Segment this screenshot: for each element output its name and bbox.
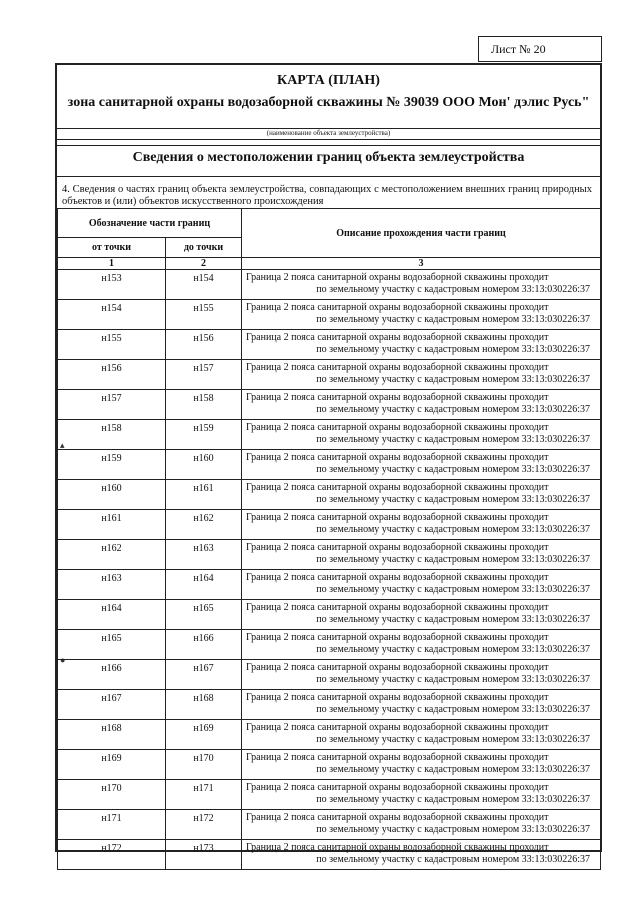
description-cell bbox=[242, 270, 601, 300]
table-row bbox=[58, 840, 601, 870]
description-line: Граница 2 пояса санитарной охраны водозаборной скважины проходит bbox=[246, 332, 549, 343]
description-line: Граница 2 пояса санитарной охраны водозаборной скважины проходит bbox=[246, 722, 549, 733]
description-line: Граница 2 пояса санитарной охраны водозаборной скважины проходит bbox=[246, 692, 549, 703]
sheet-number-box bbox=[478, 36, 602, 62]
to-point-cell: н167 bbox=[166, 660, 242, 690]
from-point-cell: н164 bbox=[58, 600, 166, 630]
margin-mark-icon: ▴ bbox=[60, 440, 65, 450]
description-cell bbox=[242, 390, 601, 420]
to-point-cell: н163 bbox=[166, 540, 242, 570]
to-point-cell: н164 bbox=[166, 570, 242, 600]
description-line: по земельному участку с кадастровым номером 33:13:030226:37 bbox=[316, 494, 590, 505]
map-subtitle: зона санитарной охраны водозаборной скважины № 39039 ООО Мон' дэлис Русь" bbox=[67, 95, 590, 110]
table-row bbox=[58, 270, 601, 300]
from-point-cell: н172 bbox=[58, 840, 166, 870]
description-cell bbox=[242, 720, 601, 750]
description-line: Граница 2 пояса санитарной охраны водозаборной скважины проходит bbox=[246, 542, 549, 553]
description-line: по земельному участку с кадастровым номером 33:13:030226:37 bbox=[316, 404, 590, 415]
description-line: по земельному участку с кадастровым номером 33:13:030226:37 bbox=[316, 734, 590, 745]
description-line: Граница 2 пояса санитарной охраны водозаборной скважины проходит bbox=[246, 362, 549, 373]
description-line: по земельному участку с кадастровым номером 33:13:030226:37 bbox=[316, 854, 590, 865]
to-point-cell: н161 bbox=[166, 480, 242, 510]
description-cell bbox=[242, 570, 601, 600]
from-point-cell: н169 bbox=[58, 750, 166, 780]
table-row bbox=[58, 720, 601, 750]
description-line: по земельному участку с кадастровым номером 33:13:030226:37 bbox=[316, 374, 590, 385]
table-row bbox=[58, 780, 601, 810]
description-cell bbox=[242, 810, 601, 840]
table-row bbox=[58, 510, 601, 540]
description-line: Граница 2 пояса санитарной охраны водозаборной скважины проходит bbox=[246, 752, 549, 763]
to-point-cell: н159 bbox=[166, 420, 242, 450]
part-designation-header: Обозначение части границ bbox=[58, 209, 242, 238]
description-line: Граница 2 пояса санитарной охраны водозаборной скважины проходит bbox=[246, 302, 549, 313]
description-line: Граница 2 пояса санитарной охраны водозаборной скважины проходит bbox=[246, 602, 549, 613]
table-row bbox=[58, 390, 601, 420]
to-point-cell: н158 bbox=[166, 390, 242, 420]
to-point-cell: н154 bbox=[166, 270, 242, 300]
description-line: Граница 2 пояса санитарной охраны водозаборной скважины проходит bbox=[246, 662, 549, 673]
description-header: Описание прохождения части границ bbox=[242, 209, 601, 258]
description-line: по земельному участку с кадастровым номером 33:13:030226:37 bbox=[316, 524, 590, 535]
document-header bbox=[57, 65, 600, 144]
divider bbox=[57, 176, 600, 177]
description-cell bbox=[242, 780, 601, 810]
table-row bbox=[58, 300, 601, 330]
boundary-parts-table bbox=[57, 208, 601, 870]
table-row bbox=[58, 330, 601, 360]
from-point-cell: н162 bbox=[58, 540, 166, 570]
table-row bbox=[58, 480, 601, 510]
description-cell bbox=[242, 840, 601, 870]
to-point-cell: н165 bbox=[166, 600, 242, 630]
description-line: Граница 2 пояса санитарной охраны водозаборной скважины проходит bbox=[246, 392, 549, 403]
description-cell bbox=[242, 330, 601, 360]
description-cell bbox=[242, 510, 601, 540]
map-title: КАРТА (ПЛАН) bbox=[277, 73, 380, 88]
description-line: по земельному участку с кадастровым номером 33:13:030226:37 bbox=[316, 554, 590, 565]
column-number: 3 bbox=[242, 258, 601, 270]
from-point-cell: н170 bbox=[58, 780, 166, 810]
description-line: по земельному участку с кадастровым номером 33:13:030226:37 bbox=[316, 764, 590, 775]
table-row bbox=[58, 690, 601, 720]
description-line: по земельному участку с кадастровым номером 33:13:030226:37 bbox=[316, 434, 590, 445]
from-point-cell: н153 bbox=[58, 270, 166, 300]
to-point-cell: н156 bbox=[166, 330, 242, 360]
description-line: по земельному участку с кадастровым номером 33:13:030226:37 bbox=[316, 344, 590, 355]
to-point-cell: н171 bbox=[166, 780, 242, 810]
table-row bbox=[58, 420, 601, 450]
from-point-cell: н171 bbox=[58, 810, 166, 840]
description-line: по земельному участку с кадастровым номером 33:13:030226:37 bbox=[316, 584, 590, 595]
description-cell bbox=[242, 690, 601, 720]
description-line: Граница 2 пояса санитарной охраны водозаборной скважины проходит bbox=[246, 842, 549, 853]
table-row bbox=[58, 450, 601, 480]
table-row bbox=[58, 360, 601, 390]
from-point-cell: н157 bbox=[58, 390, 166, 420]
description-line: по земельному участку с кадастровым номером 33:13:030226:37 bbox=[316, 464, 590, 475]
description-cell bbox=[242, 480, 601, 510]
description-line: по земельному участку с кадастровым номером 33:13:030226:37 bbox=[316, 674, 590, 685]
from-point-cell: н166 bbox=[58, 660, 166, 690]
to-point-cell: н157 bbox=[166, 360, 242, 390]
description-line: Граница 2 пояса санитарной охраны водозаборной скважины проходит bbox=[246, 632, 549, 643]
from-point-cell: н155 bbox=[58, 330, 166, 360]
description-line: по земельному участку с кадастровым номером 33:13:030226:37 bbox=[316, 704, 590, 715]
description-line: по земельному участку с кадастровым номером 33:13:030226:37 bbox=[316, 794, 590, 805]
from-point-cell: н160 bbox=[58, 480, 166, 510]
section-note: 4. Сведения о частях границ объекта землеустройства, совпадающих с местоположением внешних границ природных объектов и (или) объектов искусственного происхождения bbox=[62, 184, 592, 207]
description-cell bbox=[242, 750, 601, 780]
from-point-cell: н158 bbox=[58, 420, 166, 450]
from-point-cell: н167 bbox=[58, 690, 166, 720]
table-row bbox=[58, 540, 601, 570]
from-point-cell: н163 bbox=[58, 570, 166, 600]
to-point-cell: н160 bbox=[166, 450, 242, 480]
table-row bbox=[58, 750, 601, 780]
description-line: Граница 2 пояса санитарной охраны водозаборной скважины проходит bbox=[246, 782, 549, 793]
to-point-cell: н166 bbox=[166, 630, 242, 660]
description-line: Граница 2 пояса санитарной охраны водозаборной скважины проходит bbox=[246, 422, 549, 433]
section-title: Сведения о местоположении границ объекта землеустройства bbox=[132, 150, 525, 165]
to-point-header: до точки bbox=[166, 238, 242, 258]
description-line: Граница 2 пояса санитарной охраны водозаборной скважины проходит bbox=[246, 512, 549, 523]
description-cell bbox=[242, 600, 601, 630]
to-point-cell: н170 bbox=[166, 750, 242, 780]
description-line: по земельному участку с кадастровым номером 33:13:030226:37 bbox=[316, 614, 590, 625]
description-cell bbox=[242, 630, 601, 660]
description-line: Граница 2 пояса санитарной охраны водозаборной скважины проходит bbox=[246, 272, 549, 283]
description-cell bbox=[242, 660, 601, 690]
table-row bbox=[58, 600, 601, 630]
table-row bbox=[58, 570, 601, 600]
description-line: Граница 2 пояса санитарной охраны водозаборной скважины проходит bbox=[246, 452, 549, 463]
column-number: 2 bbox=[166, 258, 242, 270]
description-line: по земельному участку с кадастровым номером 33:13:030226:37 bbox=[316, 314, 590, 325]
description-cell bbox=[242, 300, 601, 330]
divider bbox=[57, 145, 600, 146]
description-line: по земельному участку с кадастровым номером 33:13:030226:37 bbox=[316, 284, 590, 295]
from-point-cell: н154 bbox=[58, 300, 166, 330]
from-point-cell: н165 bbox=[58, 630, 166, 660]
description-line: Граница 2 пояса санитарной охраны водозаборной скважины проходит bbox=[246, 482, 549, 493]
to-point-cell: н172 bbox=[166, 810, 242, 840]
table-row bbox=[58, 630, 601, 660]
to-point-cell: н162 bbox=[166, 510, 242, 540]
from-point-cell: н168 bbox=[58, 720, 166, 750]
table-row bbox=[58, 660, 601, 690]
margin-dot-icon: ● bbox=[60, 655, 66, 665]
to-point-cell: н155 bbox=[166, 300, 242, 330]
description-cell bbox=[242, 360, 601, 390]
from-point-header: от точки bbox=[58, 238, 166, 258]
from-point-cell: н159 bbox=[58, 450, 166, 480]
to-point-cell: н173 bbox=[166, 840, 242, 870]
description-cell bbox=[242, 420, 601, 450]
description-cell bbox=[242, 540, 601, 570]
description-line: по земельному участку с кадастровым номером 33:13:030226:37 bbox=[316, 644, 590, 655]
to-point-cell: н168 bbox=[166, 690, 242, 720]
description-cell bbox=[242, 450, 601, 480]
description-line: по земельному участку с кадастровым номером 33:13:030226:37 bbox=[316, 824, 590, 835]
to-point-cell: н169 bbox=[166, 720, 242, 750]
description-line: Граница 2 пояса санитарной охраны водозаборной скважины проходит bbox=[246, 812, 549, 823]
from-point-cell: н161 bbox=[58, 510, 166, 540]
from-point-cell: н156 bbox=[58, 360, 166, 390]
table-row bbox=[58, 810, 601, 840]
divider bbox=[57, 139, 600, 140]
document-frame bbox=[55, 63, 602, 865]
object-caption: (наименование объекта землеустройства) bbox=[266, 129, 391, 137]
sheet-number-label: Лист № 20 bbox=[491, 41, 546, 56]
column-number: 1 bbox=[58, 258, 166, 270]
description-line: Граница 2 пояса санитарной охраны водозаборной скважины проходит bbox=[246, 572, 549, 583]
